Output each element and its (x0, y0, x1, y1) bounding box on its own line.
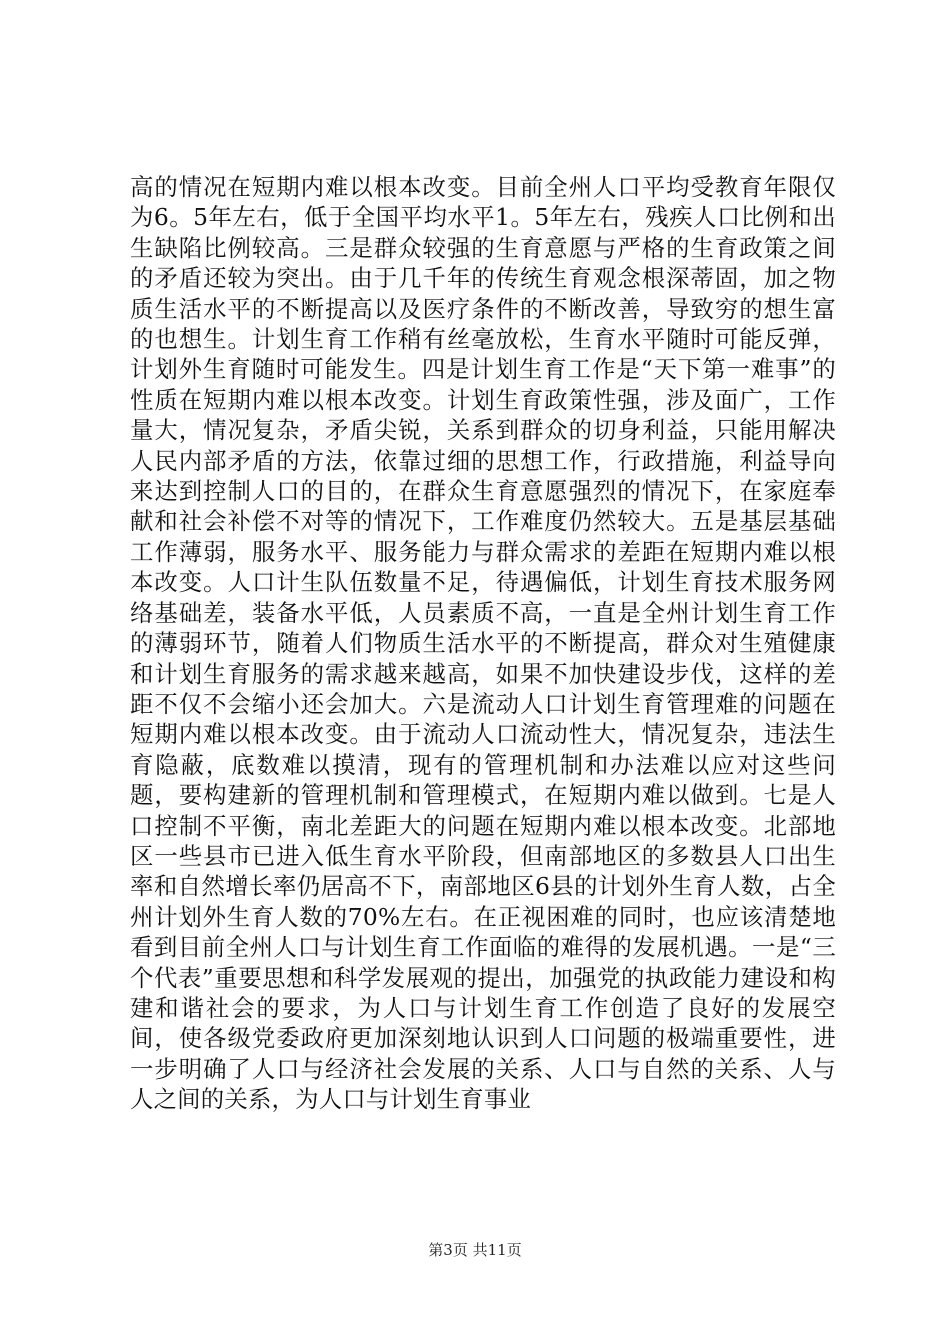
page-number-footer: 第3页 共11页 (428, 1241, 522, 1259)
body-paragraph: 高的情况在短期内难以根本改变。目前全州人口平均受教育年限仅为6。5年左右，低于全国平均水平1。5年左右，残疾人口比例和出生缺陷比例较高。三是群众较强的生育意愿与严格的生育政策之间的矛盾还较为突出。由于几千年的传统生育观念根深蒂固，加之物质生活水平的不断提高以及医疗条件的不断改善，导致穷的想生富的也想生。计划生育工作稍有丝毫放松，生育水平随时可能反弹，计划外生育随时可能发生。四是计划生育工作是“天下第一难事”的性质在短期内难以根本改变。计划生育政策性强，涉及面广，工作量大，情况复杂，矛盾尖锐，关系到群众的切身利益，只能用解决人民内部矛盾的方法，依靠过细的思想工作，行政措施，利益导向来达到控制人口的目的，在群众生育意愿强烈的情况下，在家庭奉献和社会补偿不对等的情况下，工作难度仍然较大。五是基层基础工作薄弱，服务水平、服务能力与群众需求的差距在短期内难以根本改变。人口计生队伍数量不足，待遇偏低，计划生育技术服务网络基础差，装备水平低，人员素质不高，一直是全州计划生育工作的薄弱环节，随着人们物质生活水平的不断提高，群众对生殖健康和计划生育服务的需求越来越高，如果不加快建设步伐，这样的差距不仅不会缩小还会加大。六是流动人口计划生育管理难的问题在短期内难以根本改变。由于流动人口流动性大，情况复杂，违法生育隐蔽，底数难以摸清，现有的管理机制和办法难以应对这些问题，要构建新的管理机制和管理模式，在短期内难以做到。七是人口控制不平衡，南北差距大的问题在短期内难以根本改变。北部地区一些县市已进入低生育水平阶段，但南部地区的多数县人口出生率和自然增长率仍居高不下，南部地区6县的计划外生育人数，占全州计划外生育人数的70%左右。在正视困难的同时，也应该清楚地看到目前全州人口与计划生育工作面临的难得的发展机遇。一是“三个代表”重要思想和科学发展观的提出，加强党的执政能力建设和构建和谐社会的要求，为人口与计划生育工作创造了良好的发展空间，使各级党委政府更加深刻地认识到人口问题的极端重要性，进一步明确了人口与经济社会发展的关系、人口与自然的关系、人与人之间的关系，为人口与计划生育事业 (130, 173, 836, 1114)
